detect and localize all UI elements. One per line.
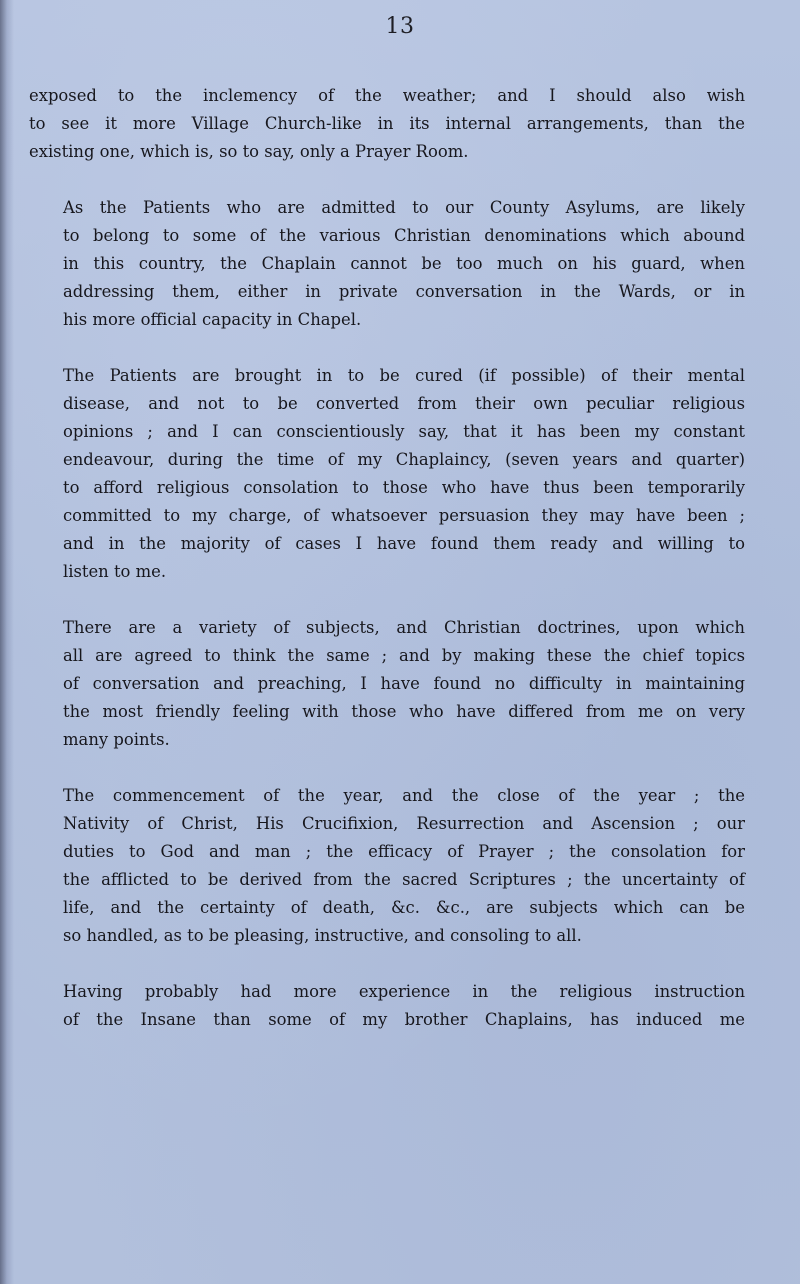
text-line: addressing them, either in private conversation in the Wards, or in	[63, 282, 745, 301]
text-line: to afford religious consolation to those who have thus been temporarily	[63, 478, 745, 497]
text-line: duties to God and man ; the efficacy of Prayer ; the consolation for	[63, 842, 745, 861]
text-line: the afflicted to be derived from the sacred Scriptures ; the uncertainty of	[63, 870, 745, 889]
text-line: disease, and not to be converted from their own peculiar religious	[63, 394, 745, 413]
body-text	[29, 82, 745, 1062]
text-line: his more official capacity in Chapel.	[63, 310, 362, 329]
text-line: of conversation and preaching, I have found no difficulty in maintaining	[63, 674, 745, 693]
paragraph-2	[29, 194, 745, 334]
text-line: endeavour, during the time of my Chaplaincy, (seven years and quarter)	[63, 450, 745, 469]
text-line: existing one, which is, so to say, only a Prayer Room.	[29, 142, 469, 161]
text-line: many points.	[63, 730, 170, 749]
text-line: committed to my charge, of whatsoever persuasion they may have been ;	[63, 506, 745, 525]
text-line: The Patients are brought in to be cured (if possible) of their mental	[63, 366, 745, 385]
paragraph-5	[29, 782, 745, 950]
text-line: Having probably had more experience in the religious instruction	[63, 982, 745, 1001]
text-line: the most friendly feeling with those who have differed from me on very	[63, 702, 745, 721]
paragraph-3	[29, 362, 745, 586]
text-line: exposed to the inclemency of the weather; and I should also wish	[29, 86, 745, 105]
paragraph-4	[29, 614, 745, 754]
text-line: all are agreed to think the same ; and by making these the chief topics	[63, 646, 745, 665]
text-line: Nativity of Christ, His Crucifixion, Resurrection and Ascension ; our	[63, 814, 745, 833]
paragraph-6	[29, 978, 745, 1034]
text-line: in this country, the Chaplain cannot be too much on his guard, when	[63, 254, 745, 273]
text-line: There are a variety of subjects, and Christian doctrines, upon which	[63, 618, 745, 637]
text-line: to see it more Village Church-like in its internal arrangements, than the	[29, 114, 745, 133]
text-line: opinions ; and I can conscientiously say, that it has been my constant	[63, 422, 745, 441]
paragraph-1	[29, 82, 745, 166]
text-line: life, and the certainty of death, &c. &c., are subjects which can be	[63, 898, 745, 917]
text-line: The commencement of the year, and the close of the year ; the	[63, 786, 745, 805]
text-line: and in the majority of cases I have found them ready and willing to	[63, 534, 745, 553]
text-line: As the Patients who are admitted to our County Asylums, are likely	[63, 198, 745, 217]
text-line: of the Insane than some of my brother Chaplains, has induced me	[63, 1010, 745, 1029]
text-line: to belong to some of the various Christian denominations which abound	[63, 226, 745, 245]
text-line: listen to me.	[63, 562, 167, 581]
text-line: so handled, as to be pleasing, instructive, and consoling to all.	[63, 926, 582, 945]
binding-edge	[0, 0, 14, 1284]
page-number: 13	[385, 14, 415, 39]
